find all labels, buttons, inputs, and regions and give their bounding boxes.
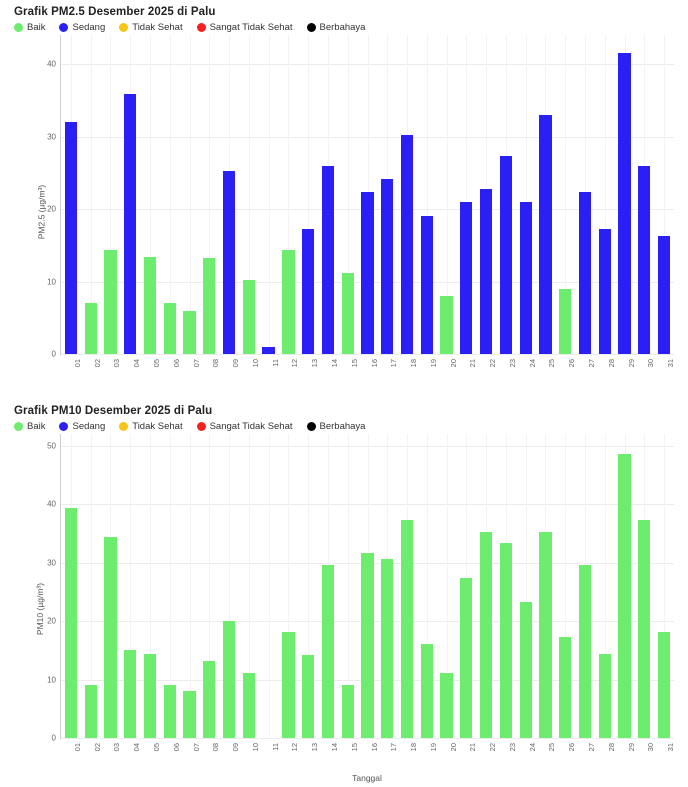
legend-label: Baik (27, 22, 46, 33)
y-axis-tick-label: 0 (51, 349, 56, 359)
bar[interactable] (183, 691, 195, 738)
bar[interactable] (480, 532, 492, 738)
bar[interactable] (104, 250, 116, 354)
x-axis-tick-label: 29 (626, 359, 636, 368)
x-axis-tick-label: 02 (92, 743, 102, 752)
x-axis-tick-label: 17 (389, 359, 399, 368)
bar[interactable] (618, 53, 630, 354)
legend-item[interactable] (119, 22, 182, 33)
legend-swatch-icon (59, 422, 68, 431)
legend-item[interactable] (119, 421, 182, 432)
legend-label: Berbahaya (319, 22, 366, 33)
bar[interactable] (282, 250, 294, 354)
x-axis-tick-label: 15 (349, 743, 359, 752)
x-axis-label-pm10: Tanggal (352, 773, 382, 783)
grid-line-vertical (190, 35, 191, 354)
bar[interactable] (559, 289, 571, 354)
legend-pm25 (0, 20, 688, 35)
bar[interactable] (381, 559, 393, 738)
legend-item[interactable] (197, 22, 293, 33)
x-axis-tick-label: 01 (72, 359, 82, 368)
legend-swatch-icon (119, 23, 128, 32)
x-axis-tick-label: 15 (349, 359, 359, 368)
bar[interactable] (658, 236, 670, 354)
y-axis-label-pm10: PM10 (µg/m³) (35, 582, 46, 635)
x-axis-tick-label: 07 (191, 743, 201, 752)
x-axis-tick-label: 13 (310, 743, 320, 752)
legend-item[interactable] (307, 421, 366, 432)
bar[interactable] (401, 520, 413, 738)
bar[interactable] (421, 644, 433, 738)
legend-item[interactable] (197, 421, 293, 432)
legend-swatch-icon (119, 422, 128, 431)
x-axis-tick-label: 23 (507, 743, 517, 752)
x-axis-tick-label: 30 (646, 743, 656, 752)
x-axis-tick-label: 24 (527, 359, 537, 368)
y-axis-tick-label: 40 (47, 499, 56, 509)
y-axis-tick-label: 10 (47, 277, 56, 286)
legend-item[interactable] (59, 22, 105, 33)
bar[interactable] (322, 565, 334, 738)
x-axis-tick-label: 04 (132, 359, 142, 368)
bar[interactable] (539, 115, 551, 354)
bar[interactable] (500, 156, 512, 354)
legend-pm10 (0, 419, 688, 434)
x-axis-tick-label: 18 (409, 743, 419, 752)
plot-area-pm10 (47, 434, 674, 743)
x-axis-tick-label: 26 (567, 743, 577, 752)
x-axis-tick-label: 22 (488, 359, 498, 368)
legend-swatch-icon (307, 23, 316, 32)
y-axis-tick-label: 20 (47, 616, 56, 626)
x-axis-tick-label: 07 (191, 359, 201, 368)
legend-label: Baik (27, 421, 46, 432)
bar[interactable] (460, 202, 472, 354)
x-axis-tick-label: 16 (369, 359, 379, 368)
bar[interactable] (599, 229, 611, 354)
bar[interactable] (243, 673, 255, 738)
x-axis-tick-label: 23 (507, 359, 517, 368)
x-axis-tick-label: 27 (587, 743, 597, 752)
x-axis-tick-label: 27 (587, 359, 597, 368)
x-axis-tick-label: 22 (488, 743, 498, 752)
legend-label: Tidak Sehat (132, 421, 183, 432)
legend-label: Berbahaya (319, 421, 366, 432)
bar[interactable] (440, 673, 452, 738)
x-axis-tick-label: 12 (290, 359, 300, 368)
page-title-pm10: Grafik PM10 Desember 2025 di Palu (14, 405, 213, 417)
x-axis-tick-label: 14 (329, 743, 339, 752)
y-axis-tick-label: 10 (47, 675, 56, 685)
bar[interactable] (342, 273, 354, 354)
x-axis-tick-label: 24 (527, 743, 537, 752)
x-axis-ticks-pm25 (60, 355, 674, 389)
x-axis-tick-label: 01 (72, 743, 82, 752)
bar[interactable] (361, 553, 373, 738)
x-axis-tick-label: 05 (151, 743, 161, 752)
bar[interactable] (302, 229, 314, 354)
x-axis-tick-label: 05 (151, 359, 161, 368)
bar[interactable] (520, 202, 532, 354)
bar[interactable] (203, 258, 215, 354)
x-axis-tick-label: 21 (468, 359, 478, 368)
bar[interactable] (638, 520, 650, 738)
legend-label: Sedang (72, 421, 106, 432)
bar[interactable] (658, 632, 670, 738)
bar[interactable] (559, 637, 571, 738)
x-axis-tick-label: 18 (409, 359, 419, 368)
chart-pm10-block (0, 399, 688, 783)
x-axis-tick-label: 03 (112, 743, 122, 752)
bar[interactable] (65, 508, 77, 738)
page-title-pm25: Grafik PM2.5 Desember 2025 di Palu (14, 6, 216, 18)
bar[interactable] (460, 578, 472, 738)
legend-label: Tidak Sehat (132, 22, 183, 33)
x-axis-tick-label: 19 (428, 359, 438, 368)
bar[interactable] (421, 216, 433, 354)
x-axis-tick-label: 11 (270, 359, 280, 367)
bar[interactable] (579, 565, 591, 738)
x-axis-tick-label: 12 (290, 743, 300, 752)
x-axis-tick-label: 21 (468, 743, 478, 752)
x-axis-tick-label: 26 (567, 359, 577, 368)
bar[interactable] (144, 257, 156, 354)
x-axis-tick-label: 06 (171, 359, 181, 368)
x-axis-tick-label: 17 (389, 743, 399, 752)
bar[interactable] (361, 192, 373, 354)
x-axis-tick-label: 20 (448, 359, 458, 368)
bar[interactable] (401, 135, 413, 354)
legend-item[interactable] (59, 421, 105, 432)
x-axis-tick-label: 08 (211, 743, 221, 752)
x-axis-tick-label: 25 (547, 743, 557, 752)
bar[interactable] (164, 303, 176, 354)
grid-line-vertical (269, 434, 270, 738)
bar[interactable] (124, 650, 136, 738)
legend-swatch-icon (197, 422, 206, 431)
bar[interactable] (381, 179, 393, 354)
x-axis-tick-label: 29 (626, 743, 636, 752)
bar[interactable] (124, 94, 136, 354)
bar[interactable] (638, 166, 650, 354)
bar[interactable] (164, 685, 176, 738)
x-axis-tick-label: 08 (211, 359, 221, 368)
legend-label: Sangat Tidak Sehat (209, 421, 293, 432)
y-axis-tick-label: 50 (47, 441, 56, 451)
legend-item[interactable] (307, 22, 366, 33)
bar[interactable] (500, 543, 512, 738)
y-axis-tick-label: 20 (47, 204, 56, 214)
bar[interactable] (144, 654, 156, 738)
legend-item[interactable] (14, 421, 45, 432)
x-axis-tick-label: 06 (171, 743, 181, 752)
bar[interactable] (520, 602, 532, 738)
bar[interactable] (183, 311, 195, 355)
legend-swatch-icon (59, 23, 68, 32)
plot-wrap-pm25 (14, 35, 688, 389)
bar[interactable] (618, 454, 630, 738)
bar[interactable] (223, 621, 235, 739)
x-axis-tick-label: 25 (547, 359, 557, 368)
plot-wrap-pm10 (14, 434, 688, 783)
x-axis-tick-label: 02 (92, 359, 102, 368)
x-axis-tick-label: 20 (448, 743, 458, 752)
bar[interactable] (539, 532, 551, 738)
x-axis-tick-label: 28 (606, 743, 616, 752)
x-axis-tick-label: 19 (428, 743, 438, 752)
x-axis-tick-label: 03 (112, 359, 122, 368)
bar[interactable] (85, 303, 97, 354)
bar[interactable] (302, 655, 314, 738)
legend-swatch-icon (307, 422, 316, 431)
x-axis-tick-label: 28 (606, 359, 616, 368)
x-axis-tick-label: 31 (666, 743, 676, 752)
legend-label: Sangat Tidak Sehat (209, 22, 293, 33)
bar[interactable] (262, 347, 274, 354)
bar[interactable] (243, 280, 255, 354)
y-axis-tick-label: 30 (47, 132, 56, 141)
bar[interactable] (104, 537, 116, 738)
bar[interactable] (85, 685, 97, 738)
x-axis-tick-label: 09 (231, 743, 241, 752)
x-axis-tick-label: 04 (132, 743, 142, 752)
y-axis-tick-label: 0 (51, 733, 56, 743)
bar[interactable] (322, 166, 334, 354)
bar[interactable] (342, 685, 354, 738)
y-axis-tick-label: 40 (47, 59, 56, 69)
legend-label: Sedang (72, 22, 106, 33)
x-axis-tick-label: 13 (310, 359, 320, 368)
bar[interactable] (282, 632, 294, 738)
y-axis-label-pm25: PM2.5 (µg/m³) (36, 184, 47, 240)
y-axis-tick-label: 30 (47, 558, 56, 568)
legend-swatch-icon (197, 23, 206, 32)
bar[interactable] (203, 661, 215, 738)
legend-swatch-icon (14, 23, 23, 32)
bar[interactable] (480, 189, 492, 354)
bar[interactable] (65, 122, 77, 354)
x-axis-tick-label: 14 (329, 359, 339, 368)
x-axis-tick-label: 30 (646, 359, 656, 368)
plot-area-pm25 (47, 35, 674, 359)
legend-item[interactable] (14, 22, 45, 33)
x-axis-ticks-pm10 (60, 739, 674, 773)
legend-swatch-icon (14, 422, 23, 431)
x-axis-tick-label: 11 (270, 743, 280, 751)
chart-pm25-block (0, 0, 688, 389)
bar[interactable] (579, 192, 591, 354)
x-axis-tick-label: 10 (250, 359, 260, 368)
x-axis-tick-label: 10 (250, 743, 260, 752)
bar[interactable] (599, 654, 611, 738)
x-axis-tick-label: 09 (231, 359, 241, 368)
bar[interactable] (440, 296, 452, 354)
x-axis-tick-label: 31 (666, 359, 676, 368)
grid-line-vertical (269, 35, 270, 354)
x-axis-tick-label: 16 (369, 743, 379, 752)
bar[interactable] (223, 171, 235, 354)
